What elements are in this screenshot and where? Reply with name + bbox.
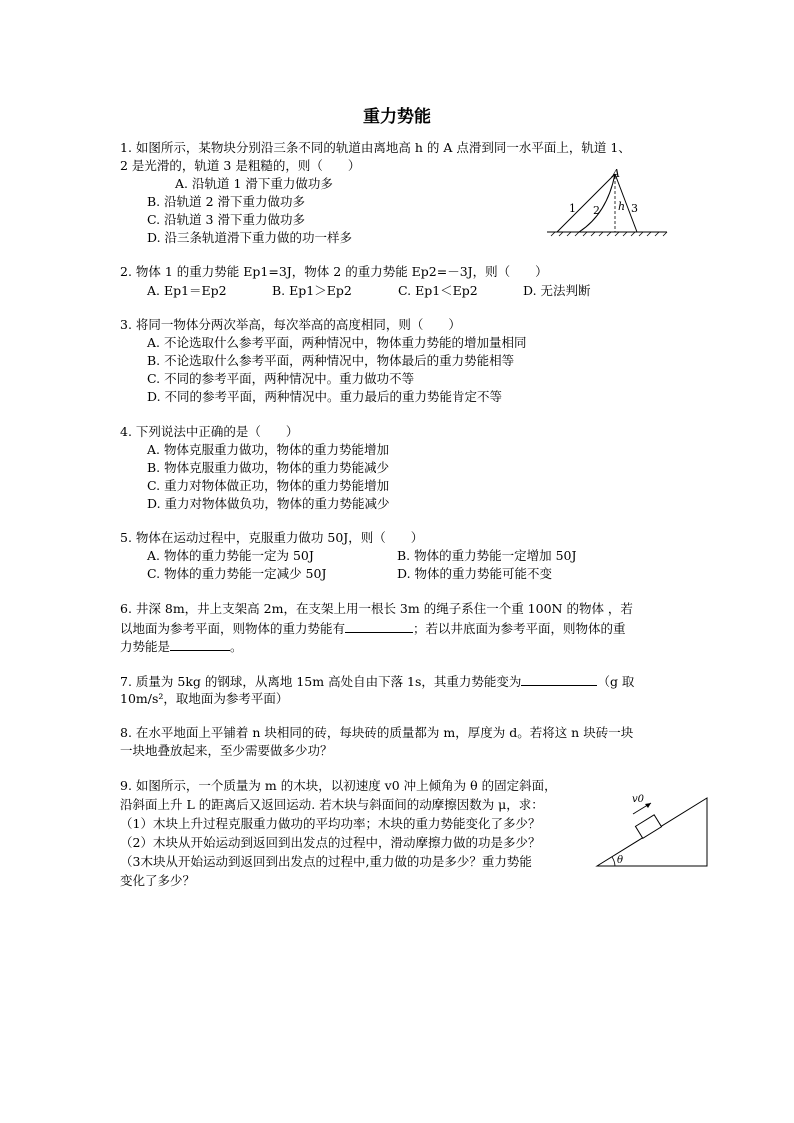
q6-line-1: 6. 井深 8m，井上支架高 2m，在支架上用一根长 3m 的绳子系住一个重 100N 的物体 ，若 <box>120 601 633 616</box>
track-3-label: 3 <box>631 202 638 215</box>
q2-option-b: B. Ep1＞Ep2 <box>272 283 352 298</box>
q4-option-c: C. 重力对物体做正功，物体的重力势能增加 <box>147 478 390 493</box>
q1-line-2: 2 是光滑的，轨道 3 是粗糙的，则（ ） <box>120 158 361 173</box>
q9-incline-figure <box>595 788 710 868</box>
q5-option-d: D. 物体的重力势能可能不变 <box>397 566 553 581</box>
q6-line-2-text-b: ；若以井底面为参考平面，则物体的重 <box>413 621 626 636</box>
q9-line-1: 9. 如图所示，一个质量为 m 的木块，以初速度 v0 冲上倾角为 θ 的固定斜面， <box>120 778 557 793</box>
angle-label: θ <box>617 855 624 866</box>
q8-line-2: 一块地叠放起来，至少需要做多少功？ <box>120 743 333 758</box>
q6-line-3-text-a: 力势能是 <box>120 639 171 654</box>
q6-answer-blank-1[interactable] <box>345 619 413 633</box>
q3-option-d: D. 不同的参考平面，两种情况中。重力最后的重力势能肯定不等 <box>147 389 503 404</box>
q5-option-a: A. 物体的重力势能一定为 50J <box>147 548 314 563</box>
q1-option-b: B. 沿轨道 2 滑下重力做功多 <box>147 194 306 209</box>
q4-option-b: B. 物体克服重力做功，物体的重力势能减少 <box>147 460 390 475</box>
q6-line-2-text-a: 以地面为参考平面，则物体的重力势能有 <box>120 621 346 636</box>
track-2 <box>579 174 615 232</box>
velocity-label: v0 <box>632 794 645 805</box>
q1-option-d: D. 沿三条轨道滑下重力做的功一样多 <box>147 230 353 245</box>
q3-option-b: B. 不论选取什么参考平面，两种情况中，物体最后的重力势能相等 <box>147 353 515 368</box>
q9-sub-3: （3木块从开始运动到返回到出发点的过程中,重力做的功是多少？重力势能 <box>120 854 532 869</box>
q9-sub-1: （1）木块上升过程克服重力做功的平均功率；木块的重力势能变化了多少？ <box>120 816 541 831</box>
arrowhead-icon <box>645 803 651 808</box>
track-1 <box>557 174 615 232</box>
q5-stem: 5. 物体在运动过程中，克服重力做功 50J，则（ ） <box>120 530 424 545</box>
q8-line-1: 8. 在水平地面上平铺着 n 块相同的砖，每块砖的质量都为 m，厚度为 d。若将这 n 块砖一块 <box>120 725 634 740</box>
q3-option-c: C. 不同的参考平面，两种情况中。重力做功不等 <box>147 371 415 386</box>
point-a-label: A <box>612 167 620 180</box>
track-2-label: 2 <box>593 204 600 217</box>
q6-line-3-text-b: 。 <box>230 639 243 654</box>
q4-option-a: A. 物体克服重力做功，物体的重力势能增加 <box>147 442 389 457</box>
wooden-block <box>635 815 661 838</box>
q7-answer-blank[interactable] <box>521 672 597 686</box>
q7-line-2: 10m/s²，取地面为参考平面） <box>120 691 289 706</box>
q2-option-d: D. 无法判断 <box>523 283 591 298</box>
q1-option-c: C. 沿轨道 3 滑下重力做功多 <box>147 212 305 227</box>
q5-option-c: C. 物体的重力势能一定减少 50J <box>147 566 327 581</box>
track-1-label: 1 <box>569 202 576 215</box>
q5-option-b: B. 物体的重力势能一定增加 50J <box>397 548 577 563</box>
q1-line-1: 1. 如图所示，某物块分别沿三条不同的轨道由离地高 h 的 A 点滑到同一水平面上，轨道 1、 <box>120 140 631 155</box>
page-title: 重力势能 <box>363 107 431 127</box>
q9-sub-2: （2）木块从开始运动到返回到出发点的过程中，滑动摩擦力做的功是多少？ <box>120 835 541 850</box>
q6-line-2 <box>120 619 626 638</box>
q2-option-a: A. Ep1＝Ep2 <box>147 283 227 298</box>
q6-answer-blank-2[interactable] <box>170 637 230 651</box>
angle-arc <box>612 857 615 866</box>
q3-stem: 3. 将同一物体分两次举高，每次举高的高度相同，则（ ） <box>120 317 461 332</box>
q7-line-1-text-b: （g 取 <box>597 674 635 689</box>
q1-track-figure <box>545 166 680 238</box>
q9-sub-3-continued: 变化了多少？ <box>120 873 196 888</box>
ground-hatching <box>551 232 667 236</box>
q3-option-a: A. 不论选取什么参考平面，两种情况中，物体重力势能的增加量相同 <box>147 335 527 350</box>
q7-line-1 <box>120 672 634 691</box>
q1-option-a: A. 沿轨道 1 滑下重力做功多 <box>175 176 333 191</box>
q9-line-2: 沿斜面上升 L 的距离后又返回运动. 若木块与斜面间的动摩擦因数为 μ，求： <box>120 797 544 812</box>
q2-option-c: C. Ep1＜Ep2 <box>398 283 478 298</box>
height-label: h <box>618 200 626 213</box>
q7-line-1-text-a: 7. 质量为 5kg 的钢球，从离地 15m 高处自由下落 1s，其重力势能变为 <box>120 674 522 689</box>
q2-stem: 2. 物体 1 的重力势能 Ep1=3J，物体 2 的重力势能 Ep2=－3J，则（ ） <box>120 264 548 279</box>
q4-option-d: D. 重力对物体做负功，物体的重力势能减少 <box>147 496 390 511</box>
q4-stem: 4. 下列说法中正确的是（ ） <box>120 424 299 439</box>
q6-line-3 <box>120 637 243 656</box>
